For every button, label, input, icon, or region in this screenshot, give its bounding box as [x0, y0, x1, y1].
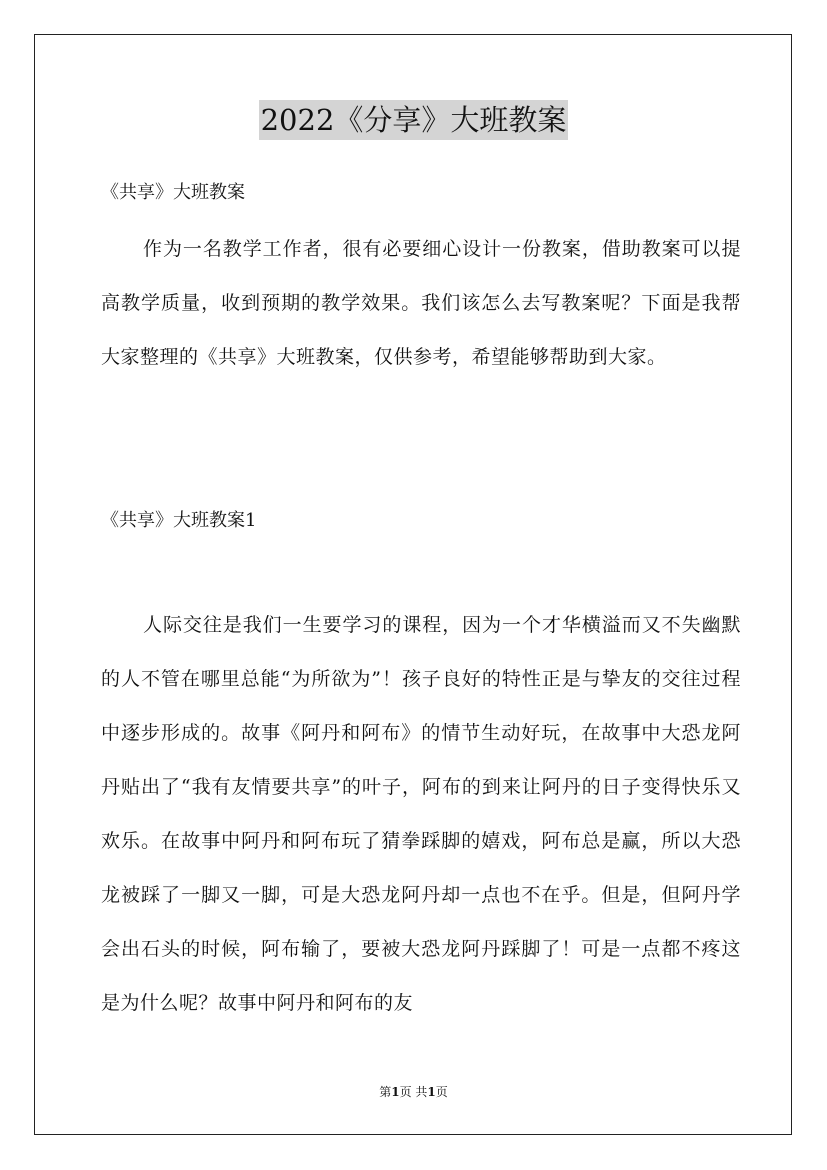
- intro-paragraph: 作为一名教学工作者，很有必要细心设计一份教案，借助教案可以提高教学质量，收到预期的教学效果。我们该怎么去写教案呢？下面是我帮大家整理的《共享》大班教案，仅供参考，希望能够帮助到大家。: [101, 238, 741, 368]
- body-paragraph: 人际交往是我们一生要学习的课程，因为一个才华横溢而又不失幽默的人不管在哪里总能“为所欲为”！孩子良好的特性正是与挚友的交往过程中逐步形成的。故事《阿丹和阿布》的情节生动好玩，在故事中大恐龙阿丹贴出了“我有友情要共享”的叶子，阿布的到来让阿丹的日子变得快乐又欢乐。在故事中阿丹和阿布玩了猜拳踩脚的嬉戏，阿布总是赢，所以大恐龙被踩了一脚又一脚，可是大恐龙阿丹却一点也不在乎。但是，但阿丹学会出石头的时候，阿布输了，要被大恐龙阿丹踩脚了！可是一点都不疼这是为什么呢？故事中阿丹和阿布的友: [101, 614, 741, 1014]
- document-subtitle: 《共享》大班教案: [101, 182, 245, 203]
- page-footer: [0, 1084, 827, 1100]
- footer-page-total: 1: [427, 1085, 436, 1099]
- footer-prefix: 第: [379, 1085, 392, 1099]
- footer-suffix: 页: [435, 1085, 448, 1099]
- footer-page-number: 1: [391, 1085, 400, 1099]
- footer-mid: 页 共: [399, 1085, 428, 1099]
- section-heading: 《共享》大班教案1: [101, 510, 257, 531]
- title-container: [0, 100, 827, 140]
- document-title: 2022《分享》大班教案: [259, 100, 569, 140]
